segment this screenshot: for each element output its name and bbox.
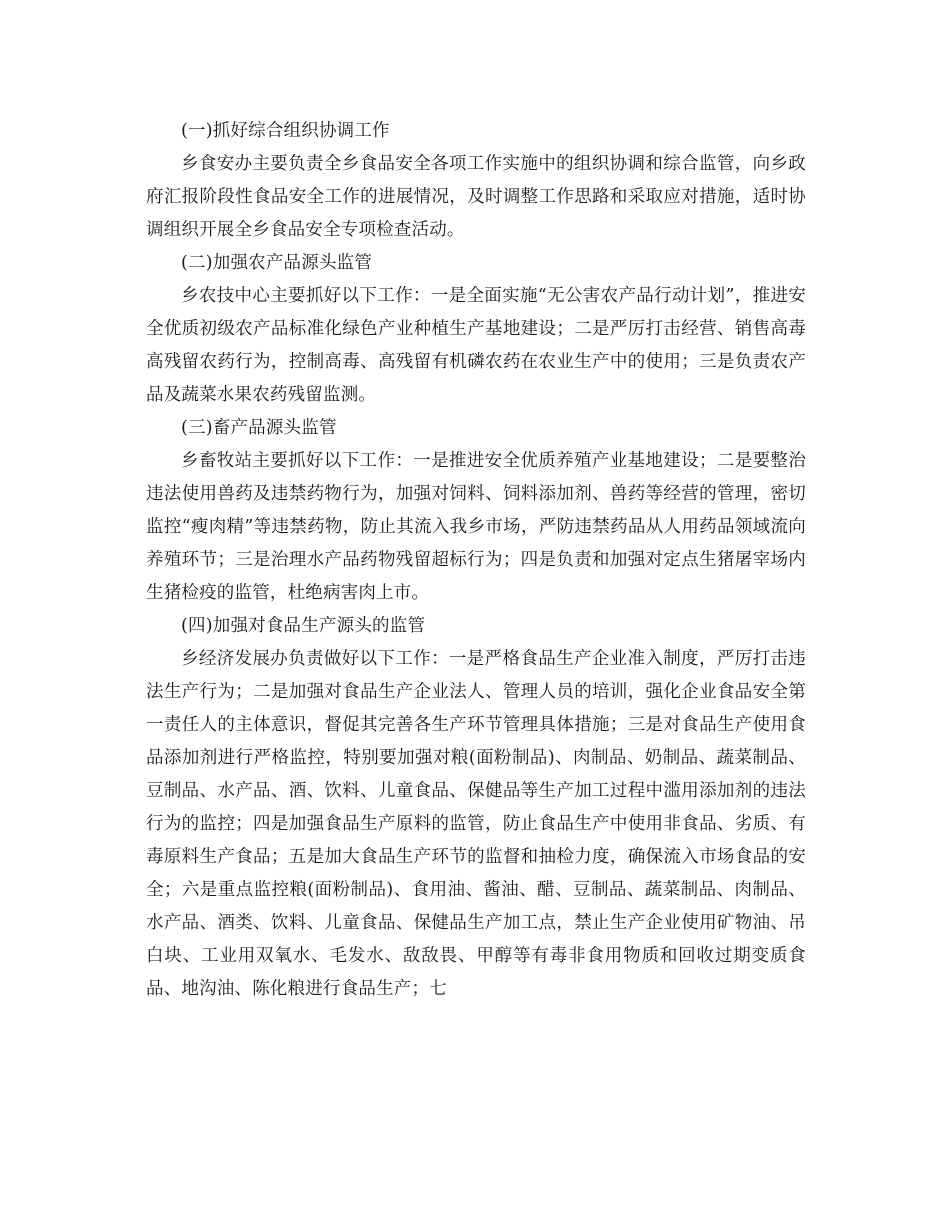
section-1	[146, 115, 806, 247]
section-paragraph: 乡畜牧站主要抓好以下工作：一是推进安全优质养殖产业基地建设；二是要整治违法使用兽药及违禁药物行为，加强对饲料、饲料添加剂、兽药等经营的管理，密切监控“瘦肉精”等违禁药物，防止其流入我乡市场，严防违禁药品从人用药品领域流向养殖环节；三是治理水产品药物残留超标行为；四是负责和加强对定点生猪屠宰场内生猪检疫的监管，杜绝病害肉上市。	[146, 451, 806, 603]
document-body	[146, 115, 806, 1006]
section-paragraph: 乡食安办主要负责全乡食品安全各项工作实施中的组织协调和综合监管，向乡政府汇报阶段性食品安全工作的进展情况，及时调整工作思路和采取应对措施，适时协调组织开展全乡食品安全专项检查活动。	[146, 154, 806, 240]
section-3	[146, 412, 806, 610]
section-paragraph: 乡经济发展办负责做好以下工作：一是严格食品生产企业准入制度，严厉打击违法生产行为；二是加强对食品生产企业法人、管理人员的培训，强化企业食品安全第一责任人的主体意识，督促其完善各生产环节管理具体措施；三是对食品生产使用食品添加剂进行严格监控，特别要加强对粮(面粉制品)、肉制品、奶制品、蔬菜制品、豆制品、水产品、酒、饮料、儿童食品、保健品等生产加工过程中滥用添加剂的违法行为的监控；四是加强食品生产原料的监管，防止食品生产中使用非食品、劣质、有毒原料生产食品；五是加大食品生产环节的监督和抽检力度，确保流入市场食品的安全；六是重点监控粮(面粉制品)、食用油、酱油、醋、豆制品、蔬菜制品、肉制品、水产品、酒类、饮料、儿童食品、保健品生产加工点，禁止生产企业使用矿物油、吊白块、工业用双氧水、毛发水、敌敌畏、甲醇等有毒非食用物质和回收过期变质食品、地沟油、陈化粮进行食品生产；七	[146, 649, 806, 999]
section-heading: (三)畜产品源头监管	[181, 418, 337, 438]
section-paragraph: 乡农技中心主要抓好以下工作：一是全面实施“无公害农产品行动计划”，推进安全优质初级农产品标准化绿色产业种植生产基地建设；二是严厉打击经营、销售高毒高残留农药行为，控制高毒、高残留有机磷农药在农业生产中的使用；三是负责农产品及蔬菜水果农药残留监测。	[146, 286, 806, 405]
section-heading: (二)加强农产品源头监管	[181, 253, 373, 273]
section-heading: (四)加强对食品生产源头的监管	[181, 616, 426, 636]
section-4	[146, 610, 806, 1006]
section-2	[146, 247, 806, 412]
section-heading: (一)抓好综合组织协调工作	[181, 121, 390, 141]
